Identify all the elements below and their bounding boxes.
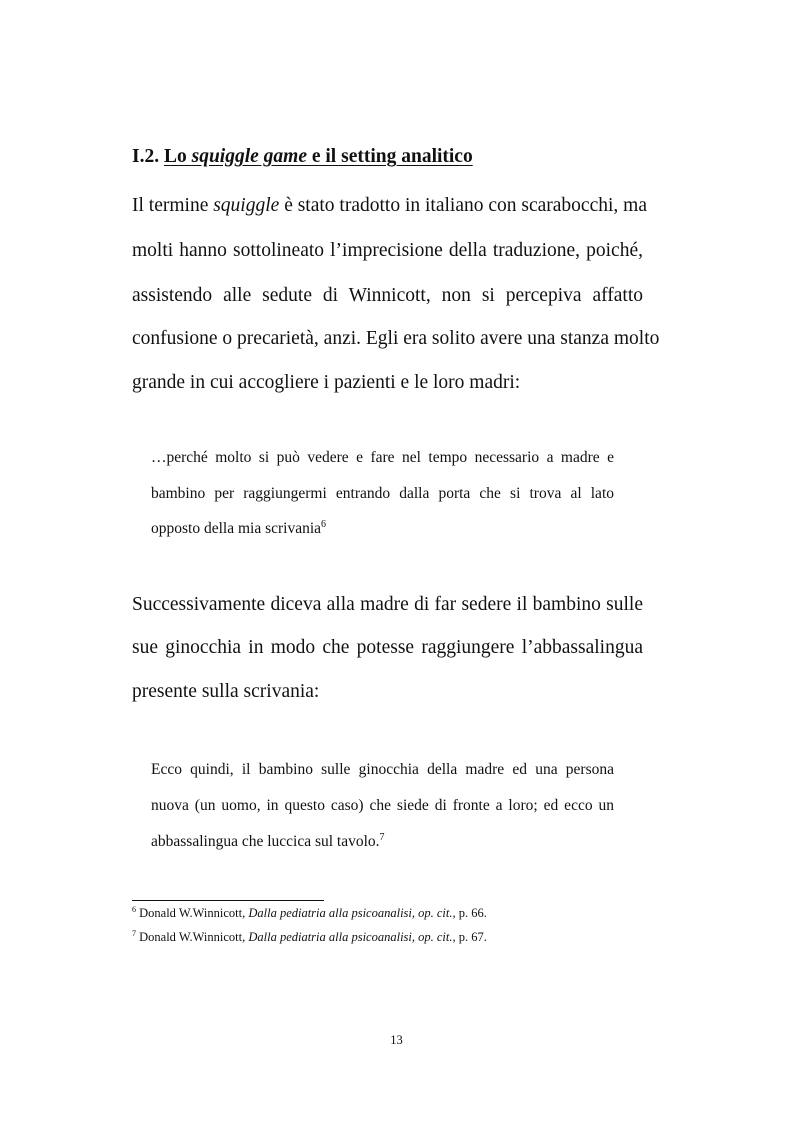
paragraph-2-line-3: presente sulla scrivania: [132, 681, 320, 702]
paragraph-1-line-3: assistendo alle sedute di Winnicott, non si percepiva affatto [132, 285, 643, 306]
paragraph-1-line-5: grande in cui accogliere i pazienti e le loro madri: [132, 372, 521, 393]
paragraph-1-line-1: Il termine squiggle è stato tradotto in italiano con scarabocchi, ma [132, 195, 647, 216]
paragraph-2-line-2: sue ginocchia in modo che potesse raggiungere l’abbassalingua [132, 637, 643, 658]
quote-2-line-1: Ecco quindi, il bambino sulle ginocchia della madre ed una persona [151, 761, 614, 778]
quote-2-line-3: abbassalingua che luccica sul tavolo.$^7$ [151, 831, 385, 850]
footnote-separator [132, 900, 324, 901]
section-number: I.2. [132, 146, 160, 167]
section-title-italic: squiggle game [191, 146, 307, 167]
quote-1-line-2: bambino per raggiungermi entrando dalla porta che si trova al lato [151, 485, 614, 502]
footnote-ref-7[interactable]: 7 [379, 831, 385, 843]
quote-1-line-1: …perché molto si può vedere e fare nel tempo necessario a madre e [151, 449, 614, 466]
paragraph-2-line-1: Successivamente diceva alla madre di far sedere il bambino sulle [132, 594, 643, 615]
term-italic: squiggle [213, 195, 280, 216]
paragraph-1-line-2: molti hanno sottolineato l’imprecisione della traduzione, poiché, [132, 240, 643, 261]
section-heading [132, 146, 473, 168]
page-number: 13 [390, 1033, 403, 1047]
footnote-ref-6[interactable]: 6 [321, 518, 327, 530]
quote-2-line-2: nuova (un uomo, in questo caso) che siede di fronte a loro; ed ecco un [151, 797, 614, 814]
footnote-7: $^7$ Donald W.Winnicott, Dalla pediatria alla psicoanalisi, op. cit., p. 67. [132, 928, 487, 944]
footnote-6: $^6$ Donald W.Winnicott, Dalla pediatria alla psicoanalisi, op. cit., p. 66. [132, 904, 487, 920]
quote-1-line-3: opposto della mia scrivania$^6$ [151, 518, 327, 537]
paragraph-1-line-4: confusione o precarietà, anzi. Egli era solito avere una stanza molto [132, 328, 660, 349]
section-title: Lo squiggle game e il setting analitico [163, 146, 473, 167]
